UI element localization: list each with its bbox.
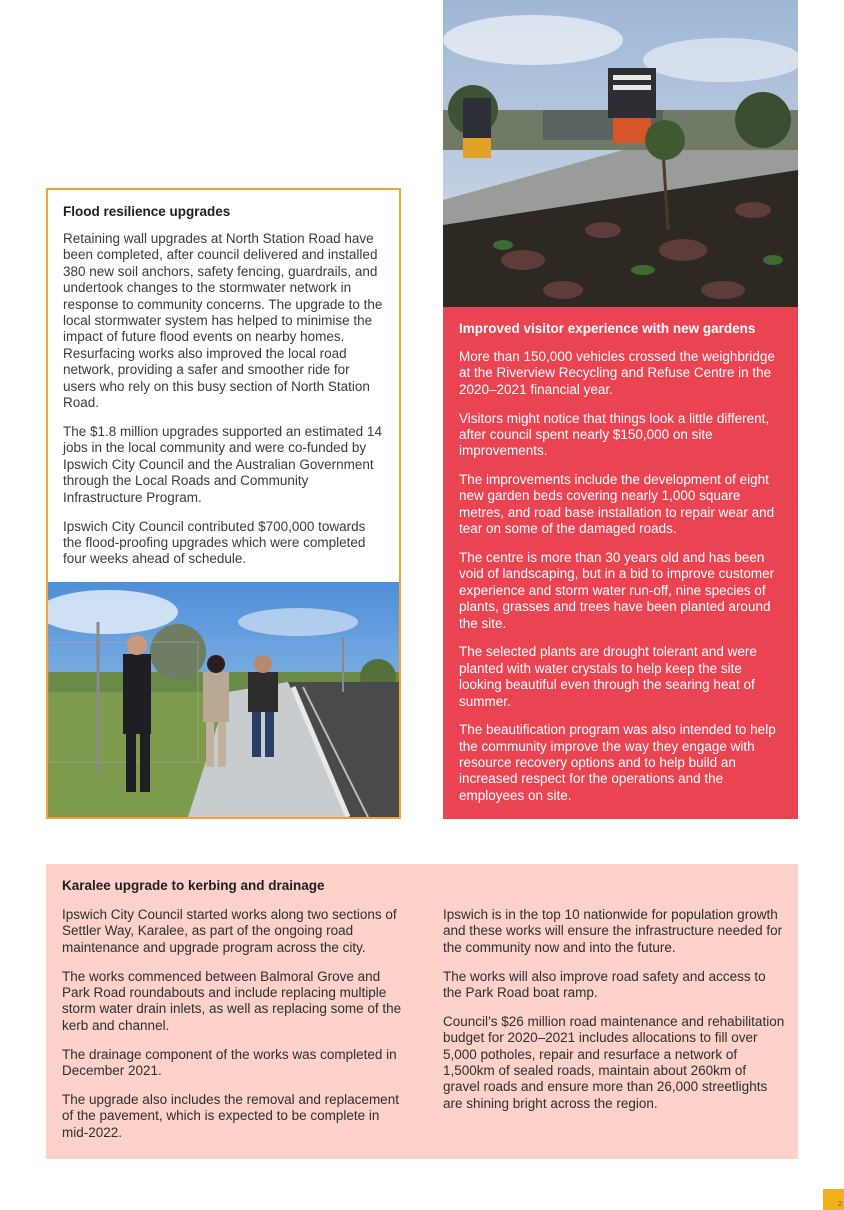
karalee-upgrade-section — [46, 864, 798, 1159]
north-station-road-photo — [48, 582, 399, 817]
karalee-right-paragraph-3: Council’s $26 million road maintenance and rehabilitation budget for 2020–2021 includes allocations to fill over 5,000 potholes, repair and resurface a network of 1,500km of sealed roads, maintain about 260km of gravel roads and ensure more than 26,000 streetlights are shining bright across the region. — [443, 1013, 785, 1111]
karalee-left-paragraph-2: The works commenced between Balmoral Grove and Park Road roundabouts and include replacing multiple storm water drain inlets, as well as replacing some of the kerb and channel. — [62, 968, 402, 1033]
karalee-left-paragraph-1: Ipswich City Council started works along two sections of Settler Way, Karalee, as part of the ongoing road maintenance and upgrade program across the city. — [62, 907, 397, 955]
karalee-heading: Karalee upgrade to kerbing and drainage — [62, 878, 325, 893]
karalee-right-paragraph-1: Ipswich is in the top 10 nationwide for population growth and these works will ensure the infrastructure needed for the community now and into the future. — [443, 907, 783, 955]
flood-paragraph-2: The $1.8 million upgrades supported an estimated 14 jobs in the local community and were co-funded by Ipswich City Council and the Australian Government through the Local Roads and Community Infrastructure Program. — [63, 423, 382, 505]
flood-resilience-section — [46, 188, 401, 819]
page-number-marker — [823, 1189, 844, 1210]
riverview-centre-illustration — [443, 0, 798, 307]
visitor-paragraph-6: The beautification program was also intended to help the community improve the way they engage with resource recovery options and to help build an increased respect for the operations and the employees on site. — [459, 722, 776, 803]
page-number: 2 — [838, 1201, 842, 1208]
flood-heading: Flood resilience upgrades — [63, 204, 231, 219]
north-station-road-illustration — [48, 582, 399, 817]
visitor-text-block — [459, 320, 784, 817]
flood-paragraph-1: Retaining wall upgrades at North Station Road have been completed, after council delivered and installed 380 new soil anchors, safety fencing, guardrails, and undertook changes to the stormwater network in response to community concerns. The upgrade to the local stormwater system has helped to minimise the impact of future flood events on nearby homes. Resurfacing works also improved the local road network, providing a safer and smoother ride for users who rely on this busy section of North Station Road. — [63, 231, 383, 411]
karalee-right-column — [443, 907, 785, 1125]
visitor-paragraph-1: More than 150,000 vehicles crossed the weighbridge at the Riverview Recycling and Refuse Centre in the 2020–2021 financial year. — [459, 349, 775, 397]
visitor-experience-section — [443, 0, 798, 819]
karalee-left-paragraph-4: The upgrade also includes the removal and replacement of the pavement, which is expected to be complete in mid-2022. — [62, 1091, 399, 1140]
visitor-paragraph-2: Visitors might notice that things look a little different, after council spent nearly $150,000 on site improvements. — [459, 410, 770, 459]
flood-paragraph-3: Ipswich City Council contributed $700,000 towards the flood-proofing upgrades which were completed four weeks ahead of schedule. — [63, 518, 366, 567]
karalee-left-paragraph-3: The drainage component of the works was completed in December 2021. — [62, 1046, 397, 1079]
visitor-paragraph-5: The selected plants are drought tolerant and were planted with water crystals to help keep the site looking beautiful even through the searing heat of summer. — [459, 644, 757, 709]
karalee-right-paragraph-2: The works will also improve road safety and access to the Park Road boat ramp. — [443, 968, 766, 1001]
visitor-paragraph-4: The centre is more than 30 years old and has been void of landscaping, but in a bid to improve customer experience and storm water run-off, nine species of plants, grasses and trees have been planted around the site. — [459, 549, 775, 631]
visitor-heading: Improved visitor experience with new gardens — [459, 321, 756, 336]
riverview-recycling-centre-photo — [443, 0, 798, 307]
karalee-left-column — [62, 907, 404, 1153]
visitor-paragraph-3: The improvements include the development of eight new garden beds covering nearly 1,000 square metres, and road base installation to repair wear and tear on some of the damaged roads. — [459, 472, 775, 537]
flood-text-block — [63, 203, 385, 580]
